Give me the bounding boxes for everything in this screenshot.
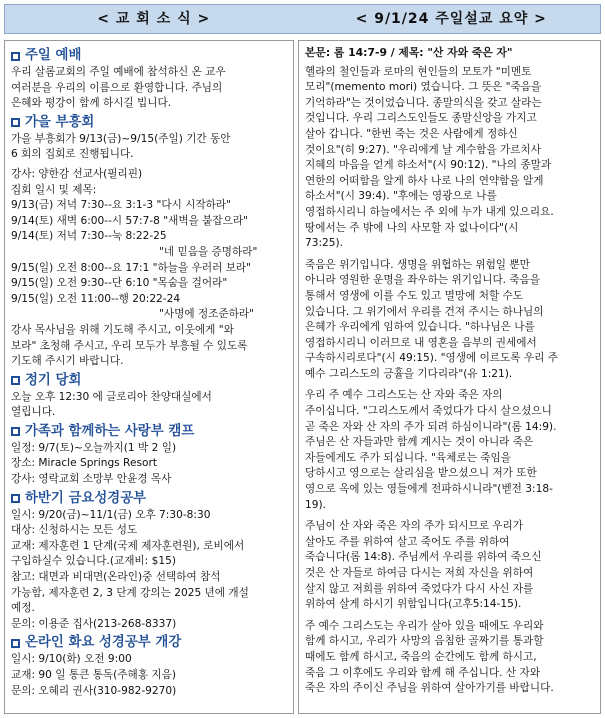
sermon-line: 죽은 자의 주이신 주님을 위하여 살아가기를 바랍니다. <box>305 682 554 695</box>
section-line: 6 회의 집회로 진행됩니다. <box>11 148 134 161</box>
section-line: 예정. <box>11 602 35 615</box>
section-line: 기도해 주시기 바랍니다. <box>11 355 124 368</box>
section-line: 9/13(금) 저녁 7:30--요 3:1-3 "다시 시작하라" <box>11 199 232 212</box>
sermon-line: 지혜의 마음을 얻게 하소서"(시 90:12). "나의 종말과 <box>305 159 552 172</box>
sermon-line: 당하시고 영으로는 살리심을 받으셨으니 저가 또한 <box>305 467 537 480</box>
section-line: 9/14(토) 새벽 6:00--시 57:7-8 "새벽을 붙잡으라" <box>11 214 248 227</box>
sermon-line: 아니라 영원한 운명을 좌우하는 위기입니다. 죽음을 <box>305 274 541 287</box>
section-line: 일시: 9/20(금)~11/1(금) 오후 7:30-8:30 <box>11 508 211 521</box>
sermon-line: 우리 주 예수 그리스도는 산 자와 죽은 자의 <box>305 389 503 402</box>
sermon-line: 자들에게도 주가 되십니다. "육체로는 죽임을 <box>305 451 511 464</box>
section-line: 집회 일시 및 제목: <box>11 183 97 196</box>
section-line: 9/15(일) 오전 8:00--요 17:1 "하늘을 우러러 보라" <box>11 261 252 274</box>
section-line: "사명에 정조준하라" <box>159 308 254 321</box>
section-line: 일시: 9/10(화) 오전 9:00 <box>11 653 132 666</box>
section-line: 문의: 오혜리 권사(310-982-9270) <box>11 684 177 697</box>
sermon-line: 예수 그리스도의 긍휼을 기다리라"(유 1:21). <box>305 367 513 380</box>
square-bullet-icon <box>11 639 20 648</box>
section-line: "네 믿음을 증명하라" <box>159 245 258 258</box>
section-line: 여러분을 우리의 이름으로 환영합니다. 주님의 <box>11 81 223 94</box>
section-line: 오늘 오후 12:30 에 글로리아 찬양대실에서 <box>11 390 212 403</box>
square-bullet-icon <box>11 52 20 61</box>
sermon-paragraph <box>305 65 594 252</box>
section-line: 구입하실수 있습니다.(교재비: $15) <box>11 555 176 568</box>
sermon-line: 헬라의 철인들과 로마의 현인들의 모토가 "미멘토 <box>305 65 532 78</box>
sermon-line: 있습니다. 그 위기에서 우리를 건져 주시는 하나님의 <box>305 305 544 318</box>
square-bullet-icon <box>11 494 20 503</box>
sermon-body <box>305 65 594 697</box>
sermon-summary-column <box>298 40 601 714</box>
section-line: 열립니다. <box>11 406 56 419</box>
sermon-line: 때에도 함께 하시고, 죽음의 순간에도 함께 하시고, <box>305 650 537 663</box>
sermon-paragraph <box>305 388 594 513</box>
sermon-line: 연한의 어떠함을 알게 하사 나로 나의 연약함을 알게 <box>305 174 544 187</box>
sermon-line: 모리"(memento mori) 였습니다. 그 뜻은 "죽음을 <box>305 81 542 94</box>
sermon-line: 19). <box>305 498 326 511</box>
sermon-line: 것이요"(히 9:27). "우리에게 날 계수함을 가르치사 <box>305 143 541 156</box>
section-line: 은혜와 평강이 함께 하시길 빕니다. <box>11 97 172 110</box>
section-line: 장소: Miracle Springs Resort <box>11 457 157 470</box>
sermon-line: 영으로 옥에 있는 영들에게 전파하시니라"(벧전 3:18- <box>305 483 553 496</box>
sermon-line: 죽음은 위기입니다. 생명을 위협하는 위험일 뿐만 <box>305 258 530 271</box>
section-title-text: 정기 당회 <box>25 372 82 388</box>
sermon-line: 위하여 살게 하시기 위함입니다(고후5:14-15). <box>305 598 522 611</box>
sermon-title: 본문: 롬 14:7-9 / 제목: "산 자와 죽은 자" <box>305 46 513 59</box>
square-bullet-icon <box>11 376 20 385</box>
section-line: 9/14(토) 저녁 7:30--눅 8:22-25 <box>11 230 167 243</box>
section-title-text: 주일 예배 <box>25 48 82 63</box>
sermon-line: 살지 않고 저희를 위하여 죽었다가 다시 사신 자를 <box>305 582 534 595</box>
sermon-line: 영접하시리니 하늘에서는 주 외에 누가 내게 있으리요. <box>305 205 554 218</box>
church-news-column <box>4 40 294 714</box>
sermon-line: 함께 하시고, 우리가 사망의 음침한 골짜기를 통과할 <box>305 635 544 648</box>
section-line: 9/15(일) 오전 11:00--행 20:22-24 <box>11 292 181 305</box>
header-bar <box>4 4 601 34</box>
sermon-line: 살아 갑니다. "한번 죽는 것은 사람에게 정하신 <box>305 127 518 140</box>
section-title-text: 가을 부흥회 <box>25 114 95 130</box>
section-line: 참고: 대면과 비대면(온라인)중 선택하여 참석 <box>11 571 221 584</box>
section-title <box>11 114 287 132</box>
sermon-line: 영접하시리니 이러므로 내 영혼을 음부의 권세에서 <box>305 336 537 349</box>
section-line: 대상: 신청하시는 모든 성도 <box>11 524 138 537</box>
sermon-line: 것입니다. 우리 그리스도인들도 종말신앙을 가지고 <box>305 112 537 125</box>
section-line: 강사 목사님을 위해 기도해 주시고, 이웃에게 "와 <box>11 323 234 336</box>
sermon-line: 것은 산 자들로 하여금 다시는 저희 자신을 위하여 <box>305 567 534 579</box>
sermon-line: 통해서 영생에 이를 수도 있고 멸망에 처할 수도 <box>305 289 524 302</box>
section-line: 가능함, 제자훈련 2, 3 단계 강의는 2025 년에 개설 <box>11 586 249 599</box>
sermon-line: 곧 죽은 자와 산 자의 주가 되려 하심이니라"(롬 14:9). <box>305 420 557 433</box>
sermon-line: 구속하시리로다"(시 49:15). "영생에 이르도록 우리 주 <box>305 352 558 365</box>
section-line: 강사: 양한감 선교사(필리핀) <box>11 167 143 180</box>
sermon-line: 죽음 그 이후에도 우리와 함께 해 주십니다. 산 자와 <box>305 666 540 679</box>
section-title-text: 온라인 화요 성경공부 개강 <box>25 635 182 651</box>
section-line: 보라" 초청해 주시고, 우리 모두가 부흥될 수 있도록 <box>11 339 248 352</box>
section-line: 교재: 90 일 통큰 통독(주해홍 지음) <box>11 669 176 681</box>
sermon-paragraph <box>305 619 594 697</box>
square-bullet-icon <box>11 118 20 127</box>
sermon-line: 주님이 산 자와 죽은 자의 주가 되시므로 우리가 <box>305 520 524 533</box>
church-news-heading: < 교 회 소 식 > <box>97 11 211 27</box>
section-title <box>11 490 287 508</box>
square-bullet-icon <box>11 427 20 436</box>
section-line: 교재: 제자훈련 1 단계(국제 제자훈련원), 로비에서 <box>11 539 245 552</box>
sermon-line: 주이십니다. "그리스도께서 죽었다가 다시 살으셨으니 <box>305 405 552 418</box>
section-title <box>11 423 287 441</box>
sermon-line: 땅에서는 주 밖에 나의 사모할 자 없나이다"(시 <box>305 221 519 234</box>
sermon-summary-heading: < 9/1/24 주일설교 요약 > <box>355 11 547 27</box>
sermon-line: 하소서"(시 39:4). "후에는 영광으로 나를 <box>305 190 497 203</box>
sermon-line: 73:25). <box>305 237 344 250</box>
sermon-line: 주님은 산 자들과만 함께 계시는 것이 아니라 죽은 <box>305 436 534 449</box>
section-line: 강사: 영락교회 소망부 안윤경 목사 <box>11 473 172 486</box>
sermon-line: 기억하라"는 것이었습니다. 종말의식을 갖고 살라는 <box>305 96 542 109</box>
section-title-text: 가족과 함께하는 사랑부 캠프 <box>25 423 195 439</box>
section-title-text: 하반기 금요성경공부 <box>25 490 147 506</box>
sermon-line: 주 예수 그리스도는 우리가 살아 있을 때에도 우리와 <box>305 619 544 632</box>
section-title <box>11 372 287 390</box>
sermon-paragraph <box>305 258 594 383</box>
sermon-line: 죽습니다(롬 14:8). 주님께서 우리를 위하여 죽으신 <box>305 551 542 564</box>
section-line: 9/15(일) 오전 9:30--단 6:10 "목숨을 걸어라" <box>11 277 228 290</box>
section-title <box>11 47 287 65</box>
section-line: 문의: 이용준 집사(213-268-8337) <box>11 617 177 630</box>
section-title <box>11 634 287 652</box>
section-line: 가을 부흥회가 9/13(금)~9/15(주일) 기간 동안 <box>11 132 231 145</box>
sermon-paragraph <box>305 519 594 613</box>
section-line: 우리 살롬교회의 주일 예배에 참석하신 온 교우 <box>11 66 226 78</box>
section-line: 일정: 9/7(토)~오늘까지(1 박 2 일) <box>11 441 177 454</box>
sermon-line: 살아도 주를 위하여 살고 죽어도 주를 위하여 <box>305 535 510 548</box>
sermon-line: 은혜가 우리에게 임하여 있습니다. "하나님은 나를 <box>305 321 535 334</box>
